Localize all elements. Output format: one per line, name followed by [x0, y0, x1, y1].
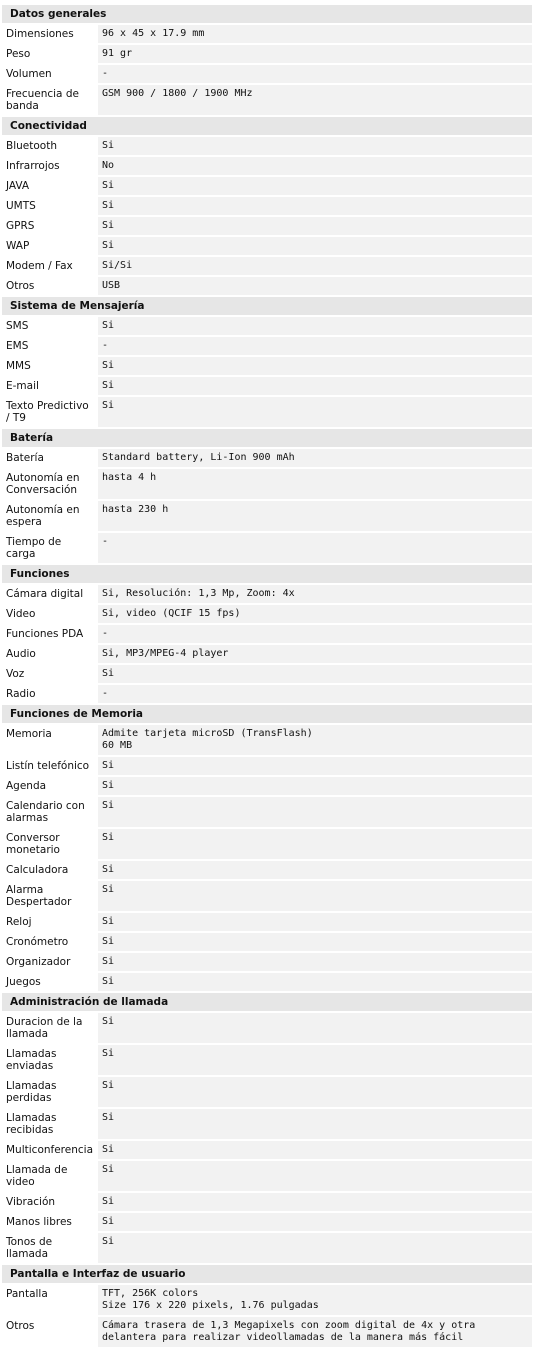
spec-label: Juegos [2, 973, 98, 991]
section-title: Administración de llamada [2, 993, 532, 1011]
spec-value: - [98, 65, 532, 83]
spec-label: Reloj [2, 913, 98, 931]
spec-value: Si [98, 197, 532, 215]
spec-label: Dimensiones [2, 25, 98, 43]
spec-value: 91 gr [98, 45, 532, 63]
spec-label: Modem / Fax [2, 257, 98, 275]
spec-row [2, 397, 532, 427]
spec-row [2, 177, 532, 195]
spec-value: Si [98, 777, 532, 795]
spec-value: Si [98, 1045, 532, 1075]
section-header-row [2, 117, 532, 135]
spec-row [2, 933, 532, 951]
spec-label: Texto Predictivo / T9 [2, 397, 98, 427]
spec-row [2, 913, 532, 931]
spec-label: SMS [2, 317, 98, 335]
spec-value: Si, MP3/MPEG-4 player [98, 645, 532, 663]
spec-label: Batería [2, 449, 98, 467]
spec-row [2, 1193, 532, 1211]
spec-row [2, 357, 532, 375]
section-title: Conectividad [2, 117, 532, 135]
spec-label: Llamadas perdidas [2, 1077, 98, 1107]
spec-value: Si [98, 757, 532, 775]
spec-row [2, 1317, 532, 1347]
spec-label: Llamada de video [2, 1161, 98, 1191]
spec-label: Tiempo de carga [2, 533, 98, 563]
section-title: Batería [2, 429, 532, 447]
spec-row [2, 533, 532, 563]
spec-label: Video [2, 605, 98, 623]
spec-value: - [98, 685, 532, 703]
spec-label: Memoria [2, 725, 98, 755]
section-title: Funciones [2, 565, 532, 583]
spec-row [2, 157, 532, 175]
spec-value: Si [98, 137, 532, 155]
spec-label: Vibración [2, 1193, 98, 1211]
spec-label: Calendario con alarmas [2, 797, 98, 827]
spec-label: Radio [2, 685, 98, 703]
section-header-row [2, 705, 532, 723]
section-title: Pantalla e Interfaz de usuario [2, 1265, 532, 1283]
spec-value: hasta 4 h [98, 469, 532, 499]
spec-row [2, 317, 532, 335]
spec-row [2, 757, 532, 775]
spec-value: Si [98, 377, 532, 395]
section-header-row [2, 1265, 532, 1283]
spec-value: Si [98, 397, 532, 427]
spec-value: 96 x 45 x 17.9 mm [98, 25, 532, 43]
spec-row [2, 45, 532, 63]
spec-value: TFT, 256K colors Size 176 x 220 pixels, 1.76 pulgadas [98, 1285, 532, 1315]
spec-row [2, 777, 532, 795]
spec-value: Si, Resolución: 1,3 Mp, Zoom: 4x [98, 585, 532, 603]
spec-row [2, 645, 532, 663]
spec-row [2, 137, 532, 155]
spec-label: Autonomía en Conversación [2, 469, 98, 499]
spec-value: Si [98, 913, 532, 931]
spec-row [2, 605, 532, 623]
spec-label: Alarma Despertador [2, 881, 98, 911]
spec-row [2, 469, 532, 499]
spec-value: - [98, 533, 532, 563]
spec-value: Si [98, 317, 532, 335]
spec-label: Conversor monetario [2, 829, 98, 859]
spec-value: Si [98, 665, 532, 683]
spec-label: Llamadas enviadas [2, 1045, 98, 1075]
spec-label: GPRS [2, 217, 98, 235]
spec-value: Si/Si [98, 257, 532, 275]
spec-row [2, 1109, 532, 1139]
spec-label: Organizador [2, 953, 98, 971]
spec-label: Tonos de llamada [2, 1233, 98, 1263]
spec-label: Infrarrojos [2, 157, 98, 175]
spec-label: Audio [2, 645, 98, 663]
spec-row [2, 449, 532, 467]
spec-row [2, 1213, 532, 1231]
section-header-row [2, 565, 532, 583]
spec-row [2, 25, 532, 43]
spec-value: - [98, 337, 532, 355]
spec-label: Llamadas recibidas [2, 1109, 98, 1139]
spec-row [2, 1285, 532, 1315]
spec-label: WAP [2, 237, 98, 255]
spec-table [2, 3, 532, 1349]
spec-row [2, 85, 532, 115]
spec-row [2, 1161, 532, 1191]
spec-value: Si [98, 953, 532, 971]
spec-label: Duracion de la llamada [2, 1013, 98, 1043]
spec-value: No [98, 157, 532, 175]
section-header-row [2, 297, 532, 315]
spec-value: Si [98, 217, 532, 235]
spec-row [2, 1233, 532, 1263]
spec-label: Otros [2, 1317, 98, 1347]
spec-row [2, 197, 532, 215]
spec-label: Cámara digital [2, 585, 98, 603]
spec-value: Si [98, 829, 532, 859]
spec-row [2, 377, 532, 395]
spec-value: Si [98, 177, 532, 195]
spec-row [2, 277, 532, 295]
spec-row [2, 665, 532, 683]
spec-value: Si [98, 1161, 532, 1191]
spec-row [2, 1013, 532, 1043]
spec-row [2, 973, 532, 991]
spec-label: JAVA [2, 177, 98, 195]
spec-row [2, 257, 532, 275]
spec-value: Si [98, 357, 532, 375]
spec-value: Si [98, 1213, 532, 1231]
spec-value: Standard battery, Li-Ion 900 mAh [98, 449, 532, 467]
spec-label: Bluetooth [2, 137, 98, 155]
spec-label: E-mail [2, 377, 98, 395]
spec-label: Agenda [2, 777, 98, 795]
spec-value: Cámara trasera de 1,3 Megapixels con zoom digital de 4x y otra delantera para realizar videollamadas de la manera más fácil [98, 1317, 532, 1347]
spec-value: hasta 230 h [98, 501, 532, 531]
spec-label: MMS [2, 357, 98, 375]
spec-row [2, 1077, 532, 1107]
spec-label: UMTS [2, 197, 98, 215]
spec-value: Si [98, 797, 532, 827]
spec-value: GSM 900 / 1800 / 1900 MHz [98, 85, 532, 115]
section-title: Funciones de Memoria [2, 705, 532, 723]
spec-value: Si [98, 1077, 532, 1107]
spec-row [2, 65, 532, 83]
spec-value: Si [98, 973, 532, 991]
spec-value: Si, video (QCIF 15 fps) [98, 605, 532, 623]
spec-value: Si [98, 861, 532, 879]
spec-label: Frecuencia de banda [2, 85, 98, 115]
spec-row [2, 725, 532, 755]
spec-label: Calculadora [2, 861, 98, 879]
spec-label: Pantalla [2, 1285, 98, 1315]
spec-row [2, 217, 532, 235]
spec-row [2, 625, 532, 643]
spec-label: Peso [2, 45, 98, 63]
spec-row [2, 337, 532, 355]
section-header-row [2, 429, 532, 447]
spec-row [2, 861, 532, 879]
spec-row [2, 829, 532, 859]
spec-value: Si [98, 881, 532, 911]
section-header-row [2, 993, 532, 1011]
spec-label: Funciones PDA [2, 625, 98, 643]
spec-value: Si [98, 1109, 532, 1139]
spec-row [2, 797, 532, 827]
spec-row [2, 237, 532, 255]
spec-value: Si [98, 1013, 532, 1043]
section-title: Datos generales [2, 5, 532, 23]
section-header-row [2, 5, 532, 23]
spec-row [2, 501, 532, 531]
spec-value: Si [98, 1233, 532, 1263]
spec-label: Multiconferencia [2, 1141, 98, 1159]
spec-row [2, 1045, 532, 1075]
spec-row [2, 881, 532, 911]
spec-row [2, 1141, 532, 1159]
spec-value: Si [98, 933, 532, 951]
spec-label: Volumen [2, 65, 98, 83]
spec-label: Listín telefónico [2, 757, 98, 775]
spec-label: Manos libres [2, 1213, 98, 1231]
spec-value: Si [98, 1141, 532, 1159]
spec-value: Si [98, 1193, 532, 1211]
spec-value: USB [98, 277, 532, 295]
spec-label: Autonomía en espera [2, 501, 98, 531]
spec-label: EMS [2, 337, 98, 355]
section-title: Sistema de Mensajería [2, 297, 532, 315]
spec-label: Voz [2, 665, 98, 683]
spec-label: Otros [2, 277, 98, 295]
spec-row [2, 685, 532, 703]
spec-row [2, 953, 532, 971]
spec-value: - [98, 625, 532, 643]
spec-value: Admite tarjeta microSD (TransFlash) 60 MB [98, 725, 532, 755]
spec-label: Cronómetro [2, 933, 98, 951]
spec-row [2, 585, 532, 603]
spec-value: Si [98, 237, 532, 255]
